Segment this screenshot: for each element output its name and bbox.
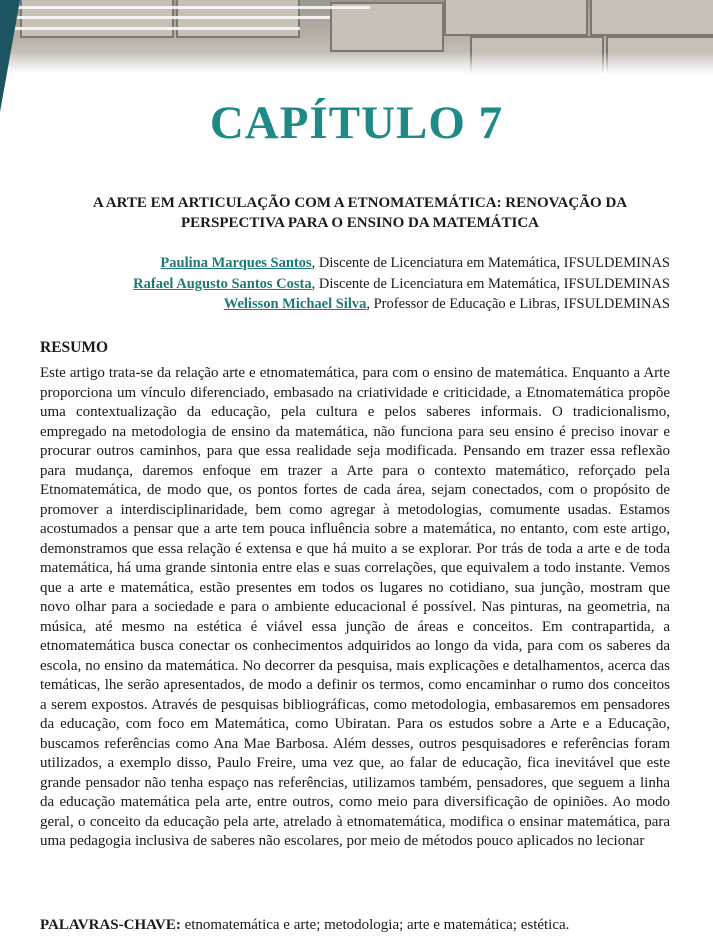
author-name-link[interactable]: Rafael Augusto Santos Costa: [133, 275, 312, 292]
author-affiliation: , Discente de Licenciatura em Matemática, IFSULDEMINAS: [311, 255, 670, 271]
author-line: [133, 253, 670, 274]
article-title-line-2: PERSPECTIVA PARA O ENSINO DA MATEMÁTICA: [181, 215, 539, 231]
author-affiliation: , Discente de Licenciatura em Matemática, IFSULDEMINAS: [311, 275, 670, 292]
author-name-link[interactable]: Paulina Marques Santos: [160, 255, 312, 271]
author-affiliation: , Professor de Educação e Libras, IFSULDEMINAS: [366, 296, 670, 312]
article-title: [50, 193, 670, 233]
abstract-text: Este artigo trata-se da relação arte e etnomatemática, para com o ensino de matemática. Enquanto a Arte proporciona um vínculo diferenciado, embasado na criatividade e criticidade, a Etnomatemática propõe uma contextualização da educação, pela cultura e pelos saberes informais. O tradicionalismo, empregado na metodologia de ensino da matemática, não funciona para seu ensino é preciso inovar e procurar outros caminhos, para que essa realidade seja modificada. Pensando em trazer essa reflexão para mudança, daremos enfoque em trazer a Arte para o contexto matemático, reforçado pela Etnomatemática, de modo que, os pontos fortes de cada área, sejam conectados, com o propósito de promover a interdisciplinaridade, bem como agregar à metodologias, comumente usadas. Estamos acostumados a pensar que a arte tem pouca influência sobre a matemática, no entanto, com este artigo, demonstramos que essa relação é extensa e que há muito a se explorar. Por trás de toda a arte e de toda matemática, há uma grande sintonia entre elas e suas correlações, que equivalem a todo instante. Vemos que a arte e matemática, estão presentes em todos os lugares no cotidiano, sua junção, mostram que novo olhar para a sociedade e para o ambiente educacional é possível. Nas pinturas, na geometria, na música, até mesmo na estética é viável essa junção de áreas e conceitos. Em contrapartida, a etnomatemática busca conectar os conhecimentos adquiridos ao longo da vida, para com os saberes da escola, no ensino da matemática. No decorrer da pesquisa, mais explicações e detalhamentos, acerca das temáticas, lhe serão apresentados, de modo a definir os termos, como encaminhar o rumo dos conceitos a serem expostos. Através de pesquisas bibliográficas, como metodologia, embasaremos em pensadores da educação, com foco em Matemática, como Ubiratan. Para os estudos sobre a Arte e a Educação, buscamos referências como Ana Mae Barbosa. Além desses, outros pesquisadores e referências foram utilizados, a exemplo disso, Paulo Freire, uma vez que, ao falar de educação, fica inevitável que este grande pensador não tenha espaço nas referências, utilizamos também, pensadores, que seguem a linha da educação matemática pela arte, entre outros, como meio para diversificação de opiniões. Ao modo geral, o conceito da educação pela arte, atrelado à etnomatemática, modifica o ensinar matemática, para uma pedagogia inclusiva de saberes não escolares, por meio de métodos pouco aplicados no lecionar: [40, 365, 670, 849]
keywords-text: etnomatemática e arte; metodologia; arte e matemática; estética.: [180, 917, 570, 933]
keywords-line: [40, 917, 569, 934]
author-line: [133, 274, 670, 295]
chapter-title: CAPÍTULO 7: [209, 97, 504, 149]
author-name-link[interactable]: Welisson Michael Silva: [223, 296, 367, 312]
header-banner-image: [0, 0, 713, 74]
article-title-line-1: A ARTE EM ARTICULAÇÃO COM A ETNOMATEMÁTICA: RENOVAÇÃO DA: [92, 195, 628, 211]
author-line: [133, 294, 670, 315]
keywords-label: PALAVRAS-CHAVE:: [40, 917, 181, 933]
author-list: [133, 253, 670, 315]
abstract-heading: RESUMO: [40, 339, 109, 356]
